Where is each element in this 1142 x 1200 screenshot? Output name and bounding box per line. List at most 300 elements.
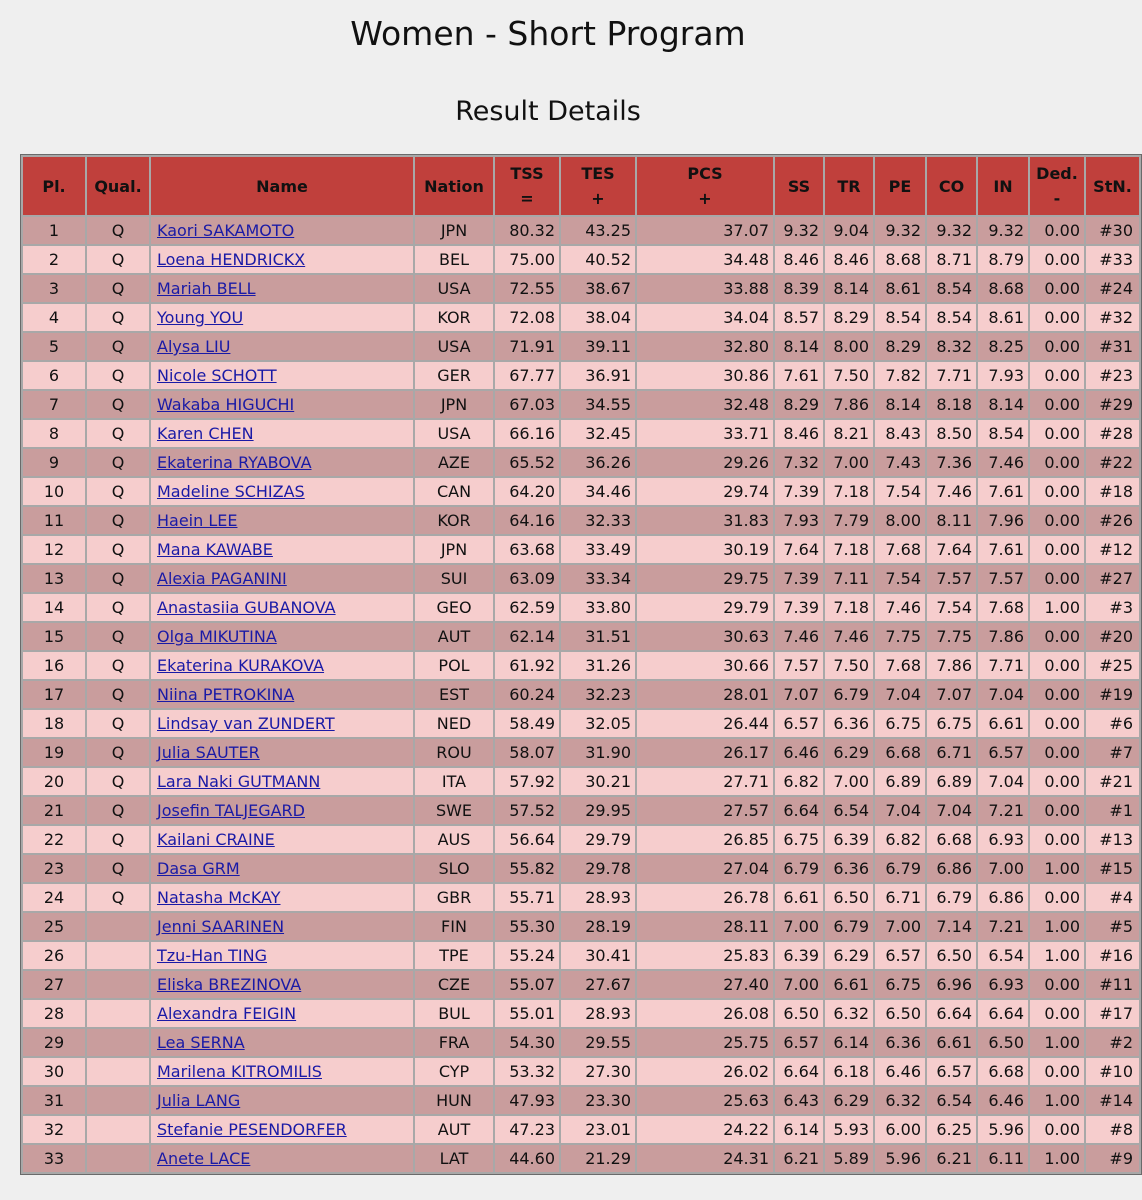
cell-deductions: 0.00: [1030, 478, 1084, 505]
cell-deductions: 0.00: [1030, 536, 1084, 563]
cell-tes: 34.55: [561, 391, 635, 418]
cell-ss: 6.61: [775, 884, 823, 911]
cell-pe: 7.54: [875, 478, 925, 505]
cell-nation: ROU: [415, 739, 493, 766]
cell-tss: 55.82: [495, 855, 559, 882]
cell-co: 6.61: [927, 1029, 976, 1056]
cell-pe: 6.57: [875, 942, 925, 969]
cell-name: [151, 536, 413, 563]
cell-ss: 8.39: [775, 275, 823, 302]
cell-tss: 66.16: [495, 420, 559, 447]
cell-tes: 33.49: [561, 536, 635, 563]
cell-pcs: 30.19: [637, 536, 773, 563]
cell-pcs: 30.86: [637, 362, 773, 389]
cell-qualification: Q: [87, 826, 149, 853]
cell-pcs: 25.75: [637, 1029, 773, 1056]
cell-deductions: 0.00: [1030, 768, 1084, 795]
cell-pe: 7.00: [875, 913, 925, 940]
cell-qualification: Q: [87, 420, 149, 447]
cell-pcs: 26.85: [637, 826, 773, 853]
cell-starting-number: #5: [1086, 913, 1139, 940]
cell-pcs: 26.44: [637, 710, 773, 737]
cell-place: 28: [23, 1000, 85, 1027]
skater-name-link[interactable]: Wakaba HIGUCHI: [157, 395, 295, 414]
cell-in: 7.61: [978, 536, 1028, 563]
cell-co: 6.64: [927, 1000, 976, 1027]
cell-pcs: 30.63: [637, 623, 773, 650]
cell-tss: 57.92: [495, 768, 559, 795]
table-row: [23, 478, 1139, 505]
cell-place: 11: [23, 507, 85, 534]
cell-tr: 6.36: [825, 855, 873, 882]
skater-name-link[interactable]: Ekaterina KURAKOVA: [157, 656, 325, 675]
cell-place: 23: [23, 855, 85, 882]
cell-name: [151, 420, 413, 447]
cell-qualification: [87, 1058, 149, 1085]
cell-tr: 7.79: [825, 507, 873, 534]
cell-in: 6.86: [978, 884, 1028, 911]
cell-deductions: 0.00: [1030, 391, 1084, 418]
skater-name-link[interactable]: Kaori SAKAMOTO: [157, 221, 295, 240]
cell-pe: 8.29: [875, 333, 925, 360]
results-body: [23, 217, 1139, 1172]
cell-tr: 8.14: [825, 275, 873, 302]
header-nation: Nation: [415, 157, 493, 215]
cell-ss: 7.00: [775, 971, 823, 998]
cell-co: 7.71: [927, 362, 976, 389]
cell-tss: 47.93: [495, 1087, 559, 1114]
cell-pe: 9.32: [875, 217, 925, 244]
cell-pe: 7.68: [875, 652, 925, 679]
cell-tss: 56.64: [495, 826, 559, 853]
skater-name-link[interactable]: Kailani CRAINE: [157, 830, 275, 849]
cell-tss: 55.01: [495, 1000, 559, 1027]
skater-name-link[interactable]: Olga MIKUTINA: [157, 627, 277, 646]
cell-nation: FRA: [415, 1029, 493, 1056]
cell-nation: CZE: [415, 971, 493, 998]
cell-pe: 6.68: [875, 739, 925, 766]
cell-name: [151, 246, 413, 273]
cell-deductions: 0.00: [1030, 420, 1084, 447]
skater-name-link[interactable]: Dasa GRM: [157, 859, 240, 878]
cell-deductions: 0.00: [1030, 1000, 1084, 1027]
cell-in: 6.93: [978, 826, 1028, 853]
skater-name-link[interactable]: Stefanie PESENDORFER: [157, 1120, 347, 1139]
cell-tes: 27.30: [561, 1058, 635, 1085]
table-row: [23, 275, 1139, 302]
cell-starting-number: #21: [1086, 768, 1139, 795]
cell-name: [151, 797, 413, 824]
table-row: [23, 594, 1139, 621]
cell-ss: 6.50: [775, 1000, 823, 1027]
table-row: [23, 507, 1139, 534]
cell-pcs: 25.83: [637, 942, 773, 969]
skater-name-link[interactable]: Lea SERNA: [157, 1033, 245, 1052]
cell-starting-number: #3: [1086, 594, 1139, 621]
cell-tr: 7.50: [825, 652, 873, 679]
cell-tr: 6.61: [825, 971, 873, 998]
cell-place: 13: [23, 565, 85, 592]
cell-place: 25: [23, 913, 85, 940]
cell-tes: 27.67: [561, 971, 635, 998]
cell-pcs: 29.26: [637, 449, 773, 476]
cell-place: 19: [23, 739, 85, 766]
table-row: [23, 768, 1139, 795]
cell-in: 6.64: [978, 1000, 1028, 1027]
cell-tr: 5.93: [825, 1116, 873, 1143]
cell-pe: 6.79: [875, 855, 925, 882]
cell-pe: 6.46: [875, 1058, 925, 1085]
cell-tss: 67.03: [495, 391, 559, 418]
cell-ss: 6.57: [775, 1029, 823, 1056]
skater-name-link[interactable]: Natasha McKAY: [157, 888, 281, 907]
cell-nation: AUT: [415, 1116, 493, 1143]
skater-name-link[interactable]: Julia LANG: [157, 1091, 241, 1110]
cell-co: 6.75: [927, 710, 976, 737]
cell-tr: 6.18: [825, 1058, 873, 1085]
cell-in: 7.21: [978, 913, 1028, 940]
cell-starting-number: #12: [1086, 536, 1139, 563]
cell-name: [151, 623, 413, 650]
cell-pe: 6.36: [875, 1029, 925, 1056]
cell-pcs: 31.83: [637, 507, 773, 534]
cell-co: 6.50: [927, 942, 976, 969]
cell-qualification: Q: [87, 855, 149, 882]
cell-name: [151, 565, 413, 592]
header-pcs: PCS +: [637, 157, 773, 215]
cell-tss: 72.55: [495, 275, 559, 302]
cell-nation: TPE: [415, 942, 493, 969]
cell-ss: 7.00: [775, 913, 823, 940]
skater-name-link[interactable]: Anastasiia GUBANOVA: [157, 598, 336, 617]
cell-name: [151, 1087, 413, 1114]
cell-qualification: Q: [87, 884, 149, 911]
cell-co: 6.86: [927, 855, 976, 882]
skater-name-link[interactable]: Young YOU: [157, 308, 244, 327]
cell-place: 16: [23, 652, 85, 679]
cell-tr: 8.00: [825, 333, 873, 360]
skater-name-link[interactable]: Karen CHEN: [157, 424, 254, 443]
cell-tr: 6.36: [825, 710, 873, 737]
cell-tr: 6.50: [825, 884, 873, 911]
table-row: [23, 304, 1139, 331]
cell-co: 7.64: [927, 536, 976, 563]
cell-tes: 43.25: [561, 217, 635, 244]
cell-pcs: 34.48: [637, 246, 773, 273]
cell-tes: 23.30: [561, 1087, 635, 1114]
skater-name-link[interactable]: Anete LACE: [157, 1149, 251, 1168]
skater-name-link[interactable]: Mariah BELL: [157, 279, 256, 298]
cell-qualification: Q: [87, 507, 149, 534]
cell-in: 7.93: [978, 362, 1028, 389]
table-row: [23, 913, 1139, 940]
cell-place: 12: [23, 536, 85, 563]
cell-name: [151, 681, 413, 708]
cell-deductions: 0.00: [1030, 507, 1084, 534]
cell-starting-number: #24: [1086, 275, 1139, 302]
cell-starting-number: #20: [1086, 623, 1139, 650]
skater-name-link[interactable]: Lara Naki GUTMANN: [157, 772, 321, 791]
cell-deductions: 0.00: [1030, 362, 1084, 389]
skater-name-link[interactable]: Loena HENDRICKX: [157, 250, 306, 269]
cell-name: [151, 275, 413, 302]
cell-starting-number: #29: [1086, 391, 1139, 418]
cell-nation: JPN: [415, 536, 493, 563]
cell-deductions: 0.00: [1030, 623, 1084, 650]
table-row: [23, 855, 1139, 882]
cell-tr: 7.00: [825, 449, 873, 476]
skater-name-link[interactable]: Nicole SCHOTT: [157, 366, 277, 385]
cell-co: 8.71: [927, 246, 976, 273]
cell-co: 7.04: [927, 797, 976, 824]
table-row: [23, 1000, 1139, 1027]
page-subtitle: Result Details: [455, 96, 641, 127]
cell-tss: 58.49: [495, 710, 559, 737]
cell-nation: USA: [415, 420, 493, 447]
cell-place: 22: [23, 826, 85, 853]
cell-pe: 8.68: [875, 246, 925, 273]
cell-tr: 9.04: [825, 217, 873, 244]
skater-name-link[interactable]: Alexandra FEIGIN: [157, 1004, 297, 1023]
cell-qualification: Q: [87, 565, 149, 592]
table-row: [23, 710, 1139, 737]
cell-ss: 7.46: [775, 623, 823, 650]
cell-deductions: 0.00: [1030, 797, 1084, 824]
skater-name-link[interactable]: Lindsay van ZUNDERT: [157, 714, 335, 733]
skater-name-link[interactable]: Haein LEE: [157, 511, 238, 530]
table-row: [23, 1058, 1139, 1085]
skater-name-link[interactable]: Eliska BREZINOVA: [157, 975, 302, 994]
table-row: [23, 1145, 1139, 1172]
cell-co: 7.86: [927, 652, 976, 679]
cell-co: 7.46: [927, 478, 976, 505]
cell-qualification: Q: [87, 246, 149, 273]
cell-in: 6.93: [978, 971, 1028, 998]
cell-co: 6.25: [927, 1116, 976, 1143]
cell-starting-number: #27: [1086, 565, 1139, 592]
cell-name: [151, 391, 413, 418]
cell-place: 3: [23, 275, 85, 302]
cell-starting-number: #25: [1086, 652, 1139, 679]
cell-tss: 64.20: [495, 478, 559, 505]
cell-co: 8.50: [927, 420, 976, 447]
cell-starting-number: #23: [1086, 362, 1139, 389]
table-row: [23, 884, 1139, 911]
cell-in: 7.46: [978, 449, 1028, 476]
cell-ss: 9.32: [775, 217, 823, 244]
cell-pe: 7.43: [875, 449, 925, 476]
cell-pcs: 27.71: [637, 768, 773, 795]
table-row: [23, 826, 1139, 853]
cell-tr: 5.89: [825, 1145, 873, 1172]
cell-starting-number: #16: [1086, 942, 1139, 969]
header-tss: TSS =: [495, 157, 559, 215]
cell-in: 8.68: [978, 275, 1028, 302]
header-qualification: Qual.: [87, 157, 149, 215]
cell-name: [151, 1000, 413, 1027]
cell-ss: 8.57: [775, 304, 823, 331]
cell-co: 7.54: [927, 594, 976, 621]
skater-name-link[interactable]: Marilena KITROMILIS: [157, 1062, 322, 1081]
cell-in: 8.79: [978, 246, 1028, 273]
cell-co: 6.21: [927, 1145, 976, 1172]
cell-starting-number: #1: [1086, 797, 1139, 824]
cell-in: 7.61: [978, 478, 1028, 505]
cell-tss: 72.08: [495, 304, 559, 331]
cell-deductions: 0.00: [1030, 449, 1084, 476]
cell-name: [151, 449, 413, 476]
cell-starting-number: #28: [1086, 420, 1139, 447]
cell-pcs: 29.79: [637, 594, 773, 621]
cell-starting-number: #14: [1086, 1087, 1139, 1114]
cell-qualification: Q: [87, 333, 149, 360]
cell-tes: 40.52: [561, 246, 635, 273]
cell-tes: 32.33: [561, 507, 635, 534]
cell-co: 8.54: [927, 304, 976, 331]
cell-tr: 7.18: [825, 536, 873, 563]
cell-ss: 7.32: [775, 449, 823, 476]
header-ss: SS: [775, 157, 823, 215]
cell-deductions: 0.00: [1030, 217, 1084, 244]
cell-tes: 21.29: [561, 1145, 635, 1172]
cell-in: 6.46: [978, 1087, 1028, 1114]
cell-in: 6.68: [978, 1058, 1028, 1085]
cell-pe: 8.54: [875, 304, 925, 331]
cell-nation: KOR: [415, 304, 493, 331]
cell-nation: GEO: [415, 594, 493, 621]
skater-name-link[interactable]: Alexia PAGANINI: [157, 569, 287, 588]
cell-place: 33: [23, 1145, 85, 1172]
cell-in: 6.61: [978, 710, 1028, 737]
skater-name-link[interactable]: Madeline SCHIZAS: [157, 482, 305, 501]
cell-tr: 7.50: [825, 362, 873, 389]
table-row: [23, 391, 1139, 418]
table-row: [23, 739, 1139, 766]
cell-in: 7.96: [978, 507, 1028, 534]
cell-pcs: 27.40: [637, 971, 773, 998]
cell-nation: CAN: [415, 478, 493, 505]
cell-tes: 34.46: [561, 478, 635, 505]
cell-tes: 31.90: [561, 739, 635, 766]
cell-pe: 7.75: [875, 623, 925, 650]
skater-name-link[interactable]: Tzu-Han TING: [157, 946, 268, 965]
table-row: [23, 449, 1139, 476]
cell-pe: 8.43: [875, 420, 925, 447]
cell-place: 20: [23, 768, 85, 795]
cell-pcs: 33.88: [637, 275, 773, 302]
cell-tr: 8.21: [825, 420, 873, 447]
cell-nation: JPN: [415, 217, 493, 244]
cell-name: [151, 652, 413, 679]
cell-tr: 6.29: [825, 1087, 873, 1114]
table-row: [23, 333, 1139, 360]
cell-ss: 6.14: [775, 1116, 823, 1143]
cell-tr: 6.29: [825, 942, 873, 969]
skater-name-link[interactable]: Ekaterina RYABOVA: [157, 453, 312, 472]
cell-in: 7.04: [978, 681, 1028, 708]
table-row: [23, 420, 1139, 447]
skater-name-link[interactable]: Josefin TALJEGARD: [157, 801, 305, 820]
cell-pcs: 28.01: [637, 681, 773, 708]
cell-qualification: [87, 942, 149, 969]
cell-tss: 47.23: [495, 1116, 559, 1143]
skater-name-link[interactable]: Julia SAUTER: [157, 743, 260, 762]
cell-co: 6.54: [927, 1087, 976, 1114]
cell-pcs: 26.08: [637, 1000, 773, 1027]
cell-place: 14: [23, 594, 85, 621]
cell-tes: 29.78: [561, 855, 635, 882]
skater-name-link[interactable]: Jenni SAARINEN: [157, 917, 285, 936]
cell-deductions: 0.00: [1030, 884, 1084, 911]
cell-tr: 7.00: [825, 768, 873, 795]
cell-tr: 6.79: [825, 681, 873, 708]
table-row: [23, 362, 1139, 389]
table-row: [23, 565, 1139, 592]
cell-in: 7.71: [978, 652, 1028, 679]
cell-nation: LAT: [415, 1145, 493, 1172]
skater-name-link[interactable]: Alysa LIU: [157, 337, 231, 356]
cell-qualification: [87, 1116, 149, 1143]
table-row: [23, 217, 1139, 244]
page-title: Women - Short Program: [350, 14, 746, 53]
cell-place: 15: [23, 623, 85, 650]
skater-name-link[interactable]: Mana KAWABE: [157, 540, 273, 559]
cell-tes: 32.23: [561, 681, 635, 708]
cell-pcs: 27.57: [637, 797, 773, 824]
cell-starting-number: #22: [1086, 449, 1139, 476]
skater-name-link[interactable]: Niina PETROKINA: [157, 685, 295, 704]
cell-starting-number: #15: [1086, 855, 1139, 882]
cell-deductions: 0.00: [1030, 565, 1084, 592]
cell-ss: 8.46: [775, 246, 823, 273]
cell-name: [151, 1058, 413, 1085]
cell-deductions: 1.00: [1030, 942, 1084, 969]
cell-co: 7.14: [927, 913, 976, 940]
cell-pe: 6.32: [875, 1087, 925, 1114]
cell-pe: 6.50: [875, 1000, 925, 1027]
cell-nation: USA: [415, 333, 493, 360]
cell-tes: 30.41: [561, 942, 635, 969]
cell-ss: 7.39: [775, 478, 823, 505]
cell-tss: 62.59: [495, 594, 559, 621]
cell-place: 31: [23, 1087, 85, 1114]
cell-tr: 7.11: [825, 565, 873, 592]
cell-pe: 6.00: [875, 1116, 925, 1143]
cell-place: 7: [23, 391, 85, 418]
cell-qualification: [87, 913, 149, 940]
cell-deductions: 1.00: [1030, 594, 1084, 621]
cell-co: 8.11: [927, 507, 976, 534]
cell-tr: 7.46: [825, 623, 873, 650]
cell-pcs: 26.78: [637, 884, 773, 911]
cell-tes: 38.67: [561, 275, 635, 302]
cell-in: 7.21: [978, 797, 1028, 824]
cell-tss: 80.32: [495, 217, 559, 244]
cell-name: [151, 1029, 413, 1056]
cell-tr: 6.79: [825, 913, 873, 940]
cell-ss: 7.93: [775, 507, 823, 534]
cell-place: 17: [23, 681, 85, 708]
cell-pcs: 30.66: [637, 652, 773, 679]
table-row: [23, 942, 1139, 969]
cell-place: 24: [23, 884, 85, 911]
cell-ss: 6.79: [775, 855, 823, 882]
cell-deductions: 0.00: [1030, 1116, 1084, 1143]
cell-tss: 67.77: [495, 362, 559, 389]
cell-nation: USA: [415, 275, 493, 302]
table-row: [23, 1087, 1139, 1114]
cell-in: 7.57: [978, 565, 1028, 592]
